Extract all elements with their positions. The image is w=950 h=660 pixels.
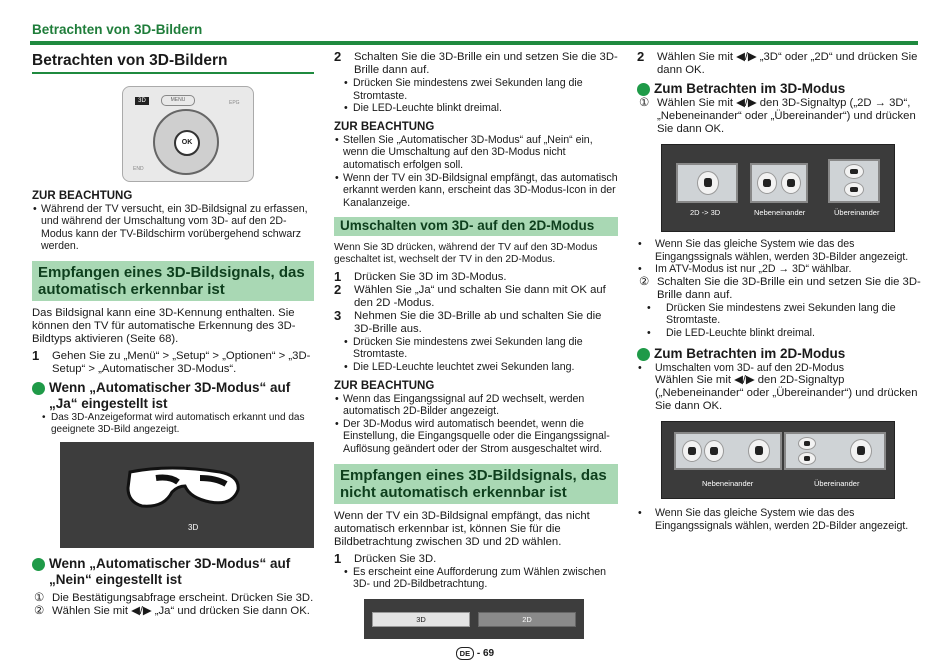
green-dot-icon — [32, 382, 45, 395]
ball-icon — [757, 172, 777, 194]
remote-illustration — [32, 86, 314, 182]
sub-bullet: • Die LED-Leuchte leuchtet zwei Sekunden lang. — [334, 361, 618, 374]
switch-intro: Wenn Sie 3D drücken, während der TV auf den 3D-Modus geschaltet ist, wechselt der TV in den 2D-Modus. — [334, 241, 598, 266]
2d-mode-body: Wählen Sie mit ◀/▶ den 2D-Signaltyp („Nebeneinander“ oder „Übereinander“) und drücken Sie dann OK. — [655, 374, 918, 413]
thumb-side-by-side[interactable] — [674, 432, 782, 470]
step-1 — [32, 347, 314, 376]
remote-dpad — [153, 109, 219, 175]
remote-ok-button: OK — [174, 130, 200, 156]
page-header-title: Betrachten von 3D-Bildern — [32, 22, 203, 37]
subheading-text: Zum Betrachten im 3D-Modus — [654, 81, 846, 96]
section-title-auto: Empfangen eines 3D-Bildsignals, das automatisch erkennbar ist — [32, 261, 314, 301]
sub-bullet: • Die LED-Leuchte blinkt dreimal. — [637, 327, 921, 340]
note-bullet: • Wenn das Eingangssignal auf 2D wechselt, werden automatisch 2D-Bilder angezeigt. — [334, 393, 618, 418]
ball-icon — [798, 437, 816, 450]
step-text: Wählen Sie mit ◀/▶ „3D“ oder „2D“ und drücken Sie dann OK. — [657, 51, 918, 76]
subheading-auto-no — [32, 556, 314, 588]
thumb-label: Nebeneinander — [702, 479, 754, 489]
step-number: 1 — [334, 550, 342, 566]
thumb-label: 2D -> 3D — [690, 208, 721, 217]
step-number: 2 — [334, 49, 342, 64]
circle-step-1 — [637, 97, 921, 136]
column-left — [32, 52, 314, 618]
switch-step-3 — [334, 307, 618, 336]
manual-intro: Wenn der TV ein 3D-Bildsignal empfängt, das nicht automatisch erkennbar ist, können Sie für die Bildbetrachtung zwischen 3D und 2D wählen. — [334, 509, 590, 548]
select-3d-2d-screen — [364, 599, 584, 639]
green-dot-icon — [637, 83, 650, 96]
ball-icon — [850, 439, 872, 463]
circle-step-2 — [32, 605, 314, 618]
step-text: Drücken Sie 3D im 3D-Modus. — [354, 270, 507, 283]
sub-bullet: • Drücken Sie mindestens zwei Sekunden lang die Stromtaste. — [637, 302, 921, 327]
ball-icon — [748, 439, 770, 463]
select-3d-option[interactable]: 3D — [372, 612, 470, 627]
ball-icon — [844, 164, 864, 179]
ball-icon — [682, 440, 702, 462]
step-number: 1 — [334, 268, 342, 284]
ball-icon — [704, 440, 724, 462]
thumb-2d-to-3d[interactable] — [676, 163, 738, 203]
step-text: Schalten Sie die 3D-Brille ein und setzen Sie die 3D-Brille dann auf. — [354, 51, 618, 76]
remote-end-button: END — [133, 165, 144, 172]
column-right — [637, 51, 921, 532]
sub-bullet: • Es erscheint eine Aufforderung zum Wählen zwischen 3D- und 2D-Bildbetrachtung. — [334, 566, 618, 591]
note-bullet: • Der 3D-Modus wird automatisch beendet, wenn die Einstellung, die Eingangsquelle oder die Eingangssignal-Auflösung geändert oder der Strom ausgeschaltet wird. — [334, 418, 618, 456]
bullet: • Wenn Sie das gleiche System wie das des Eingangssignals wählen, werden 3D-Bilder angezeigt. — [637, 238, 921, 263]
circle-step-1 — [32, 592, 314, 605]
3d-glasses-icon — [60, 442, 314, 548]
note-bullet: • Stellen Sie „Automatischer 3D-Modus“ auf „Nein“ ein, wenn die Umschaltung auf den 3D-Modus nicht automatisch erfolgen soll. — [334, 134, 618, 172]
thumb-top-bottom[interactable] — [828, 159, 880, 203]
remote-menu-button: MENU — [161, 95, 195, 106]
sub-bullet: • Die LED-Leuchte blinkt dreimal. — [334, 102, 618, 115]
note-title: ZUR BEACHTUNG — [334, 120, 435, 133]
green-dot-icon — [32, 558, 45, 571]
subheading-text: Wenn „Automatischer 3D-Modus“ auf „Ja“ eingestellt ist — [49, 379, 291, 411]
manual-step-1 — [334, 550, 618, 566]
step-text: Drücken Sie 3D. — [354, 552, 437, 565]
section-title-main: Betrachten von 3D-Bildern — [32, 55, 314, 74]
remote-body — [122, 86, 254, 182]
step-2 — [637, 51, 921, 77]
header-rule — [30, 41, 918, 45]
thumb-top-bottom[interactable] — [784, 432, 886, 470]
bullet: • Umschalten vom 3D- auf den 2D-Modus — [637, 362, 921, 375]
subheading-2d-mode — [637, 346, 921, 362]
glasses-screen — [60, 442, 314, 548]
note-bullet: • Wenn der TV ein 3D-Bildsignal empfängt, das automatisch erkannt werden kann, erscheint das 3D-Modus-Icon in der Kanalanzeige. — [334, 172, 618, 210]
page-number-text: - 69 — [476, 648, 495, 660]
remote-epg-button: EPG — [229, 99, 240, 106]
ball-icon — [781, 172, 801, 194]
subheading-3d-mode — [637, 81, 921, 97]
glasses-caption: 3D — [188, 522, 199, 532]
step-number: 2 — [637, 49, 645, 64]
step-number: 3 — [334, 307, 342, 323]
select-2d-option[interactable]: 2D — [478, 612, 576, 627]
circle-step-2 — [637, 276, 921, 302]
2d-type-screen — [661, 421, 895, 499]
step-text: Wählen Sie „Ja“ und schalten Sie dann mit OK auf den 2D -Modus. — [354, 283, 606, 309]
intro-text: Das Bildsignal kann eine 3D-Kennung enthalten. Sie können den TV für automatische Erkennung des 3D-Bildtyps aktivieren (Seite 68). — [32, 306, 296, 345]
sub-bullet: • Drücken Sie mindestens zwei Sekunden lang die Stromtaste. — [334, 77, 618, 102]
circle-number: ② — [639, 275, 650, 288]
circle-step-text: Wählen Sie mit ◀/▶ den 3D-Signaltyp („2D → 3D“, „Nebeneinander“ oder „Übereinander“) und drücken Sie dann OK. — [657, 97, 916, 135]
thumb-label: Übereinander — [834, 208, 880, 217]
note-title: ZUR BEACHTUNG — [32, 189, 133, 202]
circle-number: ① — [639, 97, 650, 109]
circle-step-text: Wählen Sie mit ◀/▶ „Ja“ und drücken Sie dann OK. — [52, 604, 310, 617]
thumb-label: Nebeneinander — [754, 208, 806, 217]
switch-step-1 — [334, 268, 618, 284]
section-title-manual: Empfangen eines 3D-Bildsignals, das nicht automatisch erkennbar ist — [334, 464, 618, 504]
ball-icon — [697, 171, 719, 195]
bullet: • Wenn Sie das gleiche System wie das des Eingangssignals wählen, werden 2D-Bilder angezeigt. — [637, 507, 921, 532]
circle-step-text: Schalten Sie die 3D-Brille ein und setzen Sie die 3D-Brille dann auf. — [657, 275, 921, 301]
thumb-label: Übereinander — [814, 479, 860, 489]
step-text: Gehen Sie zu „Menü“ > „Setup“ > „Optionen“ > „3D-Setup“ > „Automatischer 3D-Modus“. — [52, 349, 311, 375]
ball-icon — [844, 182, 864, 197]
3d-type-screen — [661, 144, 895, 232]
switch-step-2 — [334, 281, 618, 310]
sub-bullet: • Das 3D-Anzeigeformat wird automatisch erkannt und das geeignete 3D-Bild angezeigt. — [32, 412, 314, 436]
step-number: 2 — [334, 281, 342, 297]
subheading-auto-yes — [32, 380, 314, 412]
page-number — [0, 647, 950, 660]
circle-number: ① — [34, 591, 45, 604]
note-title: ZUR BEACHTUNG — [334, 379, 435, 392]
remote-3d-button: 3D — [135, 97, 149, 105]
circle-number: ② — [34, 604, 45, 617]
subheading-text: Wenn „Automatischer 3D-Modus“ auf „Nein“ eingestellt ist — [49, 555, 291, 587]
section-title-switch: Umschalten vom 3D- auf den 2D-Modus — [334, 217, 618, 236]
circle-step-text: Die Bestätigungsabfrage erscheint. Drücken Sie 3D. — [52, 591, 314, 604]
language-badge: DE — [456, 647, 474, 660]
ball-icon — [798, 452, 816, 465]
green-dot-icon — [637, 348, 650, 361]
note-bullet: • Während der TV versucht, ein 3D-Bildsignal zu erfassen, und während der Umschaltung vom 3D- auf den 2D-Modus kann der TV-Bildschirm vorübergehend schwarz werden. — [32, 203, 314, 253]
thumb-side-by-side[interactable] — [750, 163, 808, 203]
sub-bullet: • Drücken Sie mindestens zwei Sekunden lang die Stromtaste. — [334, 336, 618, 361]
step-2 — [334, 51, 618, 77]
subheading-text: Zum Betrachten im 2D-Modus — [654, 345, 846, 361]
bullet: • Im ATV-Modus ist nur „2D → 3D“ wählbar. — [637, 263, 921, 276]
step-number: 1 — [32, 347, 40, 363]
step-text: Nehmen Sie die 3D-Brille ab und schalten Sie die 3D-Brille aus. — [354, 309, 602, 335]
column-middle — [334, 51, 618, 639]
